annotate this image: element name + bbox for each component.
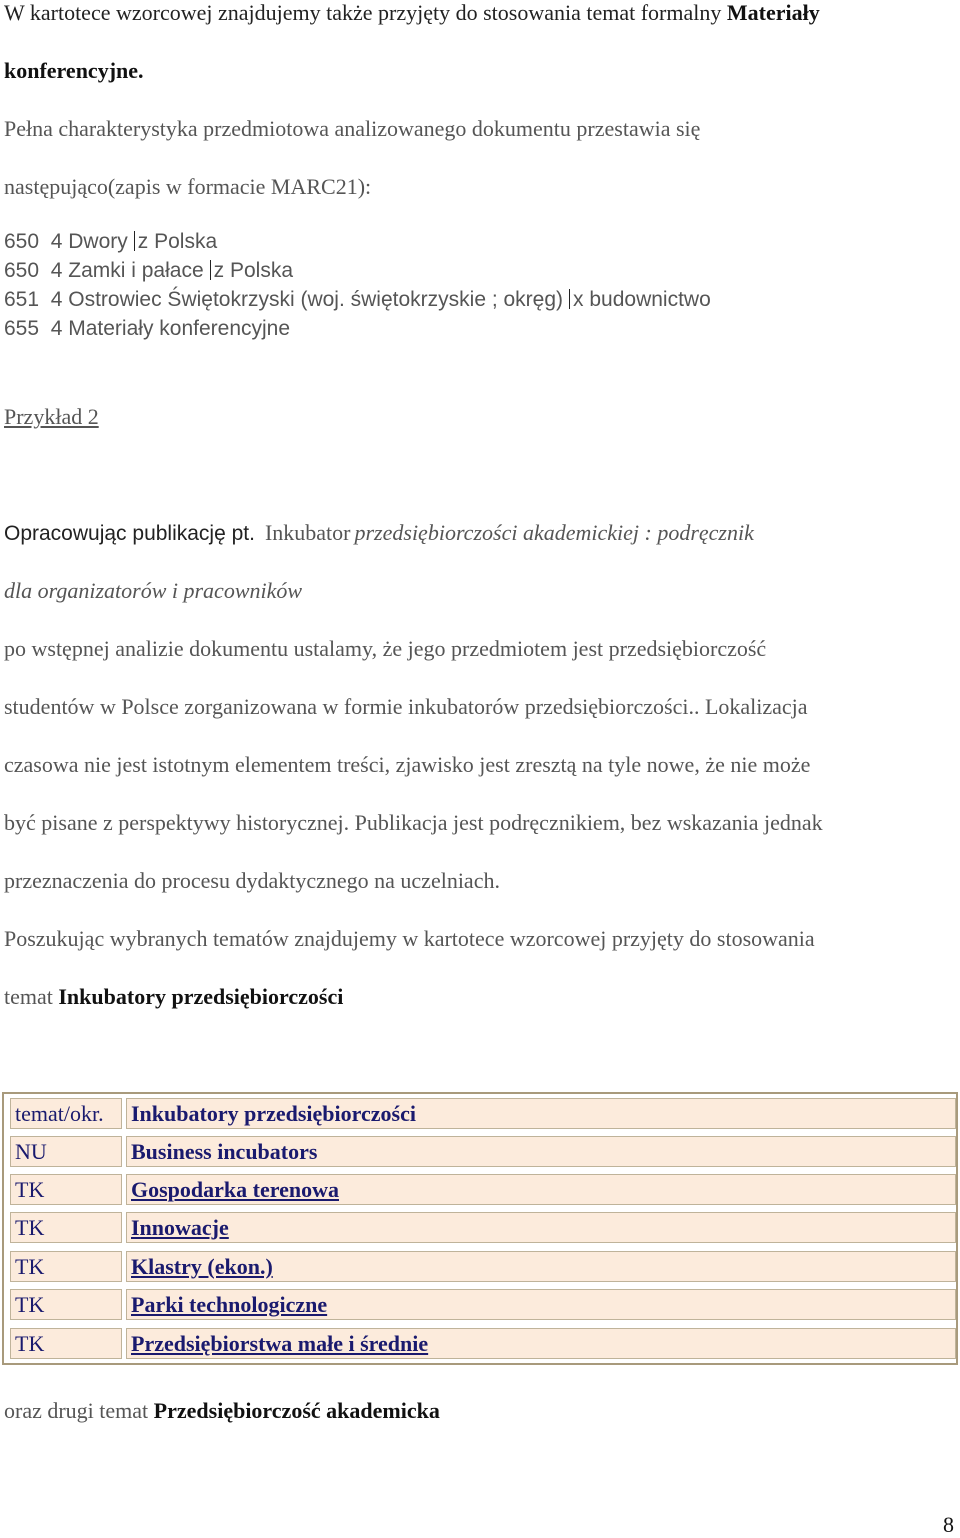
marc-subfield-code: x (573, 288, 584, 311)
marc-indicator: 4 (50, 317, 63, 340)
second-topic-prefix: oraz drugi temat (4, 1398, 149, 1423)
marc-subfield-a: Dwory (68, 230, 128, 253)
marc-subfield-a: Zamki i pałace (68, 259, 204, 282)
marc-indicator: 4 (50, 230, 63, 253)
marc-tag: 651 (4, 288, 40, 311)
second-topic-bold: Przedsiębiorczość akademicka (153, 1398, 440, 1423)
analysis-line-1: po wstępnej analizie dokumentu ustalamy, że jego przedmiotem jest przedsiębiorczość (4, 636, 767, 661)
table-row-label: TK (10, 1212, 122, 1243)
table-row-link[interactable]: Klastry (ekon.) (126, 1251, 956, 1282)
table-row-label: temat/okr. (10, 1098, 122, 1129)
authority-table (2, 1092, 958, 1365)
marc-subfield-code: z (137, 230, 149, 253)
table-row-label: NU (10, 1136, 122, 1167)
second-topic-line (4, 1398, 440, 1424)
publication-title-rest: przedsiębiorczości akademickiej : podręcznik (354, 520, 754, 545)
marc-tag: 655 (4, 317, 40, 340)
subfield-separator (134, 231, 135, 251)
table-row-label: TK (10, 1174, 122, 1205)
search-line-1: Poszukując wybranych tematów znajdujemy w kartotece wzorcowej przyjęty do stosowania (4, 926, 815, 951)
marc-record (4, 259, 293, 283)
table-row-link[interactable]: Gospodarka terenowa (126, 1174, 956, 1205)
marc-indicator: 4 (50, 288, 63, 311)
publication-title-start: Inkubator (264, 520, 351, 545)
marc-subfield-value: budownictwo (589, 288, 711, 311)
table-row-label: TK (10, 1289, 122, 1320)
analysis-line-2: studentów w Polsce zorganizowana w formie inkubatorów przedsiębiorczości.. Lokalizacja (4, 694, 808, 719)
intro-term-bold-cont: konferencyjne. (4, 58, 144, 83)
publication-line-1 (4, 520, 754, 546)
table-row-link[interactable]: Innowacje (126, 1212, 956, 1243)
desc-line-2: następująco(zapis w formacie MARC21): (4, 174, 372, 199)
publication-intro: Opracowując publikację pt. (4, 522, 255, 545)
desc-line-1: Pełna charakterystyka przedmiotowa analizowanego dokumentu przestawia się (4, 116, 701, 141)
marc-subfield-a: Ostrowiec Świętokrzyski (woj. świętokrzyskie ; okręg) (68, 288, 564, 311)
table-row-link[interactable]: Przedsiębiorstwa małe i średnie (126, 1328, 956, 1359)
marc-record (4, 317, 290, 341)
intro-term-bold: Materiały (726, 0, 820, 25)
search-prefix: temat (4, 984, 53, 1009)
table-row-heading: Inkubatory przedsiębiorczości (126, 1098, 956, 1129)
subfield-separator (569, 289, 570, 309)
marc-indicator: 4 (50, 259, 63, 282)
publication-line-2: dla organizatorów i pracowników (4, 578, 303, 603)
marc-subfield-value: Polska (154, 230, 218, 253)
search-line-2 (4, 984, 343, 1010)
marc-record (4, 288, 711, 312)
intro-text: W kartotece wzorcowej znajdujemy także przyjęty do stosowania temat formalny (4, 0, 722, 25)
analysis-line-4: być pisane z perspektywy historycznej. Publikacja jest podręcznikiem, bez wskazania jednak (4, 810, 823, 835)
intro-line-1 (4, 0, 820, 26)
marc-subfield-value: Polska (229, 259, 294, 282)
marc-record (4, 230, 217, 254)
analysis-line-3: czasowa nie jest istotnym elementem treści, zjawisko jest zresztą na tyle nowe, że nie może (4, 752, 811, 777)
table-row-label: TK (10, 1251, 122, 1282)
example-heading: Przykład 2 (4, 404, 99, 429)
page-number: 8 (943, 1512, 954, 1537)
subfield-separator (210, 260, 211, 280)
marc-subfield-a: Materiały konferencyjne (68, 317, 291, 340)
marc-tag: 650 (4, 230, 40, 253)
search-term-bold: Inkubatory przedsiębiorczości (58, 984, 344, 1009)
table-row-value: Business incubators (126, 1136, 956, 1167)
marc-tag: 650 (4, 259, 40, 282)
marc-subfield-code: z (213, 259, 225, 282)
intro-line-2 (4, 58, 144, 84)
analysis-line-5: przeznaczenia do procesu dydaktycznego na uczelniach. (4, 868, 500, 893)
table-row-link[interactable]: Parki technologiczne (126, 1289, 956, 1320)
table-row-label: TK (10, 1328, 122, 1359)
